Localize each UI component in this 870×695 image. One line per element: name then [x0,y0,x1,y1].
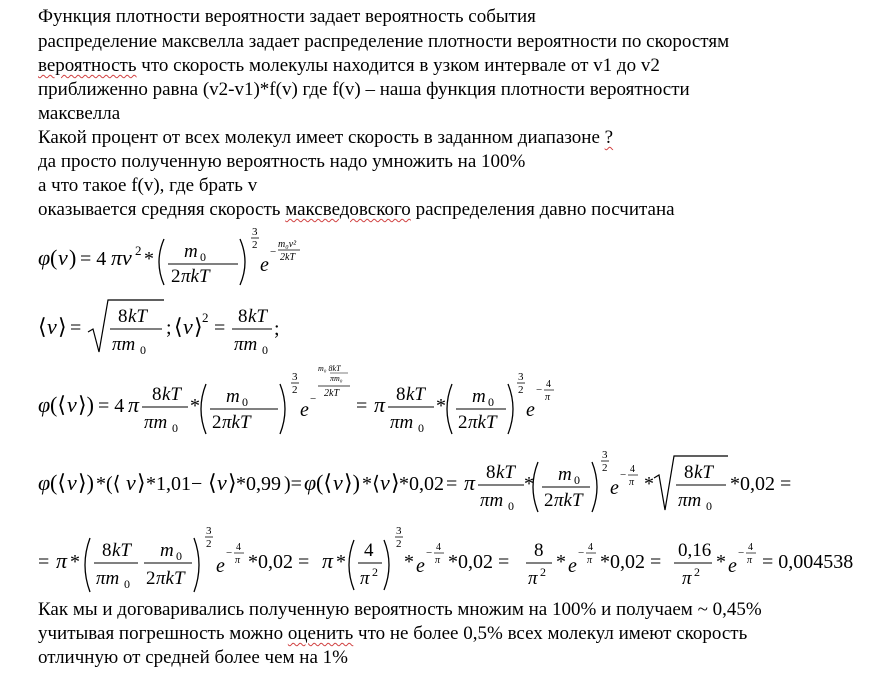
svg-text:m₀v²: m₀v² [278,239,297,250]
svg-text:*: * [404,551,414,573]
svg-text:π: π [545,392,551,403]
svg-text:): ) [69,245,77,270]
svg-text:*: * [70,551,80,573]
equation-5 [38,520,854,600]
svg-text:π: π [235,555,241,566]
svg-text:*0,02 =: *0,02 = [248,551,310,573]
svg-text:π: π [56,548,68,573]
intro-line-4: приближенно равна (v2-v1)*f(v) где f(v) – наша функция плотности вероятности [38,79,690,100]
svg-text:v: v [126,470,136,495]
svg-text:π: π [322,548,334,573]
svg-text:m: m [184,241,198,262]
svg-text:πkT: πkT [156,568,185,589]
svg-text:πm: πm [144,412,168,433]
svg-text:2: 2 [602,462,608,474]
svg-text:3: 3 [206,525,212,537]
svg-text:*: * [336,551,346,573]
svg-text:(⟨: (⟨ [316,470,332,495]
svg-text:π: π [128,392,140,417]
svg-text:kT: kT [248,306,267,327]
svg-text:πm: πm [112,334,136,355]
equation-3 [38,362,538,442]
intro-line-8: а что такое f(v), где брать v [38,175,258,196]
svg-text:*: * [524,473,534,495]
svg-text:⟩: ⟩ [137,470,146,495]
svg-text:*(⟨: *(⟨ [96,473,121,495]
svg-text:φ: φ [38,392,51,417]
svg-text:−: − [226,547,233,559]
svg-text:8: 8 [396,384,406,405]
svg-text:π: π [528,568,538,589]
intro-line-1: Функция плотности вероятности задает вероятность события [38,6,536,27]
svg-text:−: − [620,469,627,481]
svg-text:0: 0 [200,250,206,264]
svg-text:*: * [716,551,726,573]
svg-text:πm: πm [390,412,414,433]
svg-text:2: 2 [206,538,212,550]
equation-3-exponent [536,378,560,408]
svg-text:−: − [310,393,317,405]
intro-line-7: да просто полученную вероятность надо умножить на 100% [38,151,526,172]
intro-line-3-rest: что скорость молекулы находится в узком интервале от v1 до v2 [136,55,660,76]
svg-text:4: 4 [748,542,753,553]
svg-text:2: 2 [212,412,222,433]
svg-text:v: v [58,245,68,270]
intro-line-9-c: распределения давно посчитана [410,199,675,220]
svg-text:π: π [435,555,441,566]
svg-text:⟩): ⟩) [344,470,360,495]
svg-text:2: 2 [202,310,209,325]
svg-text:m₀ 8kT: m₀ 8kT [318,364,341,373]
svg-text:πm: πm [96,568,120,589]
svg-text:(⟨: (⟨ [50,470,66,495]
eq4-coef-3: *0,02 [399,473,444,495]
eq5-eight: 8 [534,540,544,561]
svg-text:−: − [426,547,433,559]
svg-text:2kT: 2kT [324,388,339,399]
svg-text:m: m [226,386,240,407]
svg-text:2: 2 [458,412,468,433]
svg-text:π: π [682,568,692,589]
svg-text:πm₀: πm₀ [330,374,343,383]
conclusion-line-2-a: учитывая погрешность можно [38,623,288,644]
intro-line-3 [38,55,660,77]
svg-text:⟩: ⟩ [194,314,203,339]
svg-text:2: 2 [372,565,378,579]
svg-text:v: v [333,470,343,495]
svg-text:0: 0 [242,395,248,409]
svg-text:m: m [160,540,174,561]
svg-text:πkT: πkT [181,266,210,287]
intro-line-6-text: Какой процент от всех молекул имеет скорость в заданном диапазоне [38,127,605,148]
svg-text:−: − [536,384,543,396]
svg-text:φ: φ [38,245,51,270]
conclusion-line-3: отличную от средней более чем на 1% [38,647,348,668]
svg-text:⟩): ⟩) [78,470,94,495]
svg-text:0: 0 [176,549,182,563]
svg-text:4: 4 [588,542,593,553]
svg-text:4: 4 [630,464,635,475]
svg-text:(: ( [50,245,58,270]
svg-text:e: e [416,555,425,577]
svg-text:0: 0 [508,499,514,513]
svg-text:v: v [47,314,57,339]
svg-text:2kT: 2kT [280,252,295,263]
svg-text:= 4: = 4 [98,395,125,417]
svg-text:πkT: πkT [554,490,583,511]
svg-text:−: − [270,246,277,258]
svg-text:*0,02 =: *0,02 = [448,551,510,573]
svg-text:2: 2 [694,565,700,579]
intro-line-6-question: ? [604,127,614,148]
conclusion-line-2 [38,623,747,645]
svg-text:*0,02 =: *0,02 = [730,473,792,495]
svg-text:π: π [360,568,370,589]
svg-text:8: 8 [684,462,694,483]
svg-text:2: 2 [544,490,554,511]
svg-text:πkT: πkT [222,412,251,433]
conclusion-line-2-underlined: оценить [287,623,354,644]
svg-text:;: ; [166,317,172,339]
intro-line-9-a: оказывается средняя скорость [38,199,286,220]
equation-2-semicolon: ; [274,318,280,340]
svg-text:0: 0 [172,421,178,435]
svg-text:π: π [629,477,635,488]
equation-4 [38,449,792,522]
eq5-numerator: 0,16 [678,540,712,561]
svg-text:*: * [190,395,200,417]
eq5-four: 4 [364,540,374,561]
conclusion-line-2-c: что не более 0,5% всех молекул имеют скорость [353,623,748,644]
svg-text:0: 0 [488,395,494,409]
svg-text:πv: πv [111,245,132,270]
eq5-result: = 0,004538 [762,551,854,573]
svg-text:0: 0 [418,421,424,435]
svg-text:8: 8 [152,384,162,405]
intro-line-9-underlined: максведовского [285,199,411,220]
svg-text:8: 8 [118,306,128,327]
svg-text:0: 0 [140,343,146,357]
svg-text:8: 8 [102,540,112,561]
svg-text:2: 2 [135,243,142,258]
svg-text:π: π [587,555,593,566]
intro-line-3-underlined: вероятность [38,55,137,76]
svg-text:=: = [446,473,458,495]
svg-text:πm: πm [234,334,258,355]
svg-text:⟩): ⟩) [78,392,94,417]
svg-text:π: π [464,470,476,495]
svg-text:= 4: = 4 [80,248,107,270]
svg-text:⟨: ⟨ [174,314,183,339]
svg-text:πm: πm [480,490,504,511]
svg-text:3: 3 [602,449,608,461]
svg-text:⟨: ⟨ [208,470,217,495]
svg-text:v: v [217,470,227,495]
svg-text:⟨: ⟨ [38,314,47,339]
svg-text:*: * [436,395,446,417]
svg-text:3: 3 [252,226,258,238]
svg-text:kT: kT [694,462,713,483]
svg-text:2: 2 [518,384,524,396]
svg-text:kT: kT [496,462,515,483]
svg-text:3: 3 [396,525,402,537]
svg-text:πm: πm [678,490,702,511]
svg-text:=: = [356,395,368,417]
svg-text:v: v [67,470,77,495]
svg-text:e: e [526,399,535,421]
svg-text:0: 0 [706,499,712,513]
svg-text:0: 0 [124,577,130,591]
svg-text:2: 2 [146,568,156,589]
svg-text:*: * [644,473,654,495]
svg-text:⟩: ⟩ [228,470,237,495]
equation-2 [38,292,278,362]
svg-text:e: e [300,399,309,421]
svg-text:−: − [738,547,745,559]
svg-text:4: 4 [546,379,551,390]
svg-text:(⟨: (⟨ [50,392,66,417]
svg-text:π: π [374,392,386,417]
svg-text:e: e [610,477,619,499]
svg-text:v: v [67,392,77,417]
conclusion-line-1: Как мы и договаривались полученную вероятность множим на 100% и получаем ~ 0,45% [38,599,762,620]
svg-text:)=: )= [284,473,302,495]
eq4-coef-2: *0,99 [236,473,281,495]
svg-text:=: = [214,317,226,339]
svg-text:e: e [260,254,269,276]
svg-text:e: e [568,555,577,577]
intro-line-2: распределение максвелла задает распределение плотности вероятности по скоростям [38,31,730,52]
svg-text:⟩: ⟩ [58,314,67,339]
svg-text:v: v [380,470,390,495]
svg-text:φ: φ [38,470,51,495]
svg-text:8: 8 [486,462,496,483]
svg-text:=: = [38,551,50,573]
svg-text:kT: kT [128,306,147,327]
svg-text:8: 8 [238,306,248,327]
svg-text:m: m [472,386,486,407]
svg-text:v: v [183,314,193,339]
svg-text:*: * [144,248,154,270]
svg-text:φ: φ [304,470,317,495]
svg-text:4: 4 [436,542,441,553]
equation-1 [38,225,298,295]
svg-text:2: 2 [396,538,402,550]
svg-text:3: 3 [292,371,298,383]
svg-text:⟩: ⟩ [391,470,400,495]
svg-text:−: − [578,547,585,559]
svg-text:πkT: πkT [468,412,497,433]
intro-line-6 [38,127,613,149]
svg-text:4: 4 [236,542,241,553]
svg-text:3: 3 [518,371,524,383]
intro-line-5: максвелла [38,103,121,124]
svg-text:2: 2 [292,384,298,396]
svg-text:0: 0 [574,473,580,487]
intro-line-9 [38,199,675,221]
svg-text:2: 2 [171,266,181,287]
svg-text:2: 2 [540,565,546,579]
svg-text:e: e [728,555,737,577]
svg-text:e: e [216,555,225,577]
svg-text:m: m [558,464,572,485]
svg-text:kT: kT [406,384,425,405]
svg-text:*0,02 =: *0,02 = [600,551,662,573]
svg-text:*: * [556,551,566,573]
svg-text:*⟨: *⟨ [362,473,380,495]
svg-text:0: 0 [262,343,268,357]
svg-text:2: 2 [252,239,258,251]
svg-text:=: = [70,317,82,339]
svg-text:π: π [747,555,753,566]
svg-text:kT: kT [162,384,181,405]
eq4-coef-1: *1,01− [146,473,203,495]
svg-text:kT: kT [112,540,131,561]
